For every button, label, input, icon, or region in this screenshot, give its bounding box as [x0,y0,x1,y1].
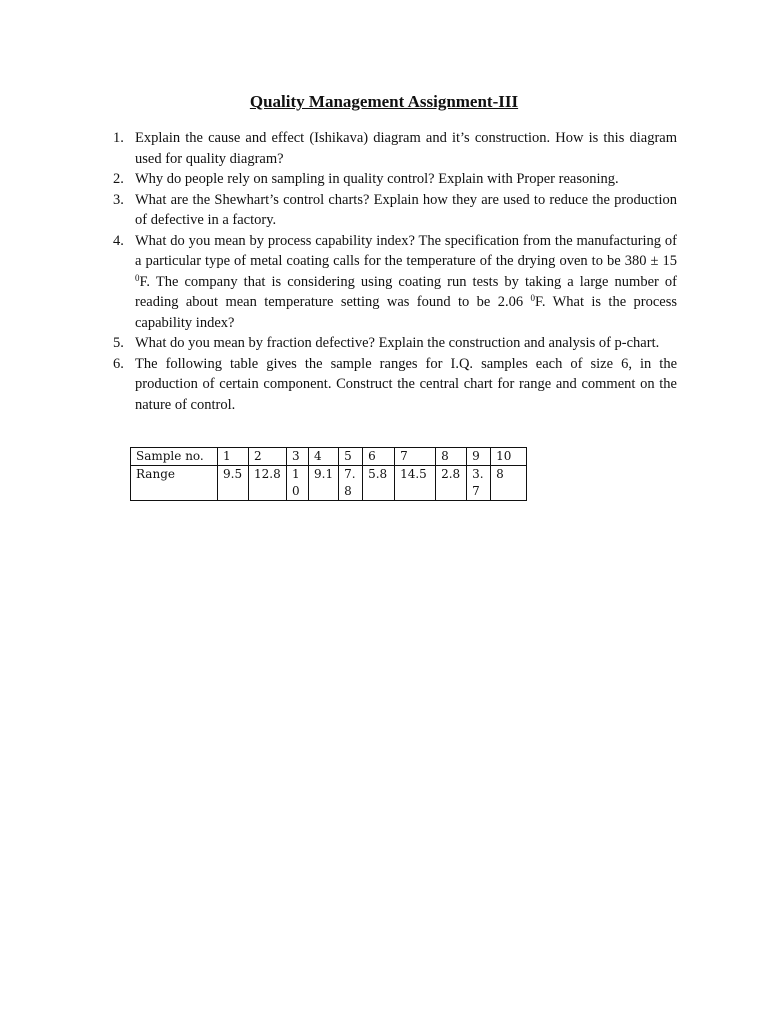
range-value-cell: 2.8 [436,466,467,501]
question-number: 1. [113,130,124,146]
question-text-part-b: F. The company that is considering using coating run tests by taking a large number of reading about mean temperature setting was found to be 2.06 [135,273,677,310]
sample-number-cell: 2 [249,448,287,466]
question-number: 2. [113,171,124,187]
table-header-row [131,448,527,466]
range-value-cell: 10 [287,466,309,501]
range-value-cell: 12.8 [249,466,287,501]
sample-number-cell: 3 [287,448,309,466]
question-list [110,128,677,415]
table-row-label: Range [131,466,218,501]
sample-number-cell: 1 [218,448,249,466]
question-2 [110,169,677,190]
range-value-cell: 3.7 [467,466,491,501]
range-value-cell: 14.5 [395,466,436,501]
question-3 [110,190,677,231]
degree-superscript: 0 [530,293,535,303]
question-text: The following table gives the sample ranges for I.Q. samples each of size 6, in the production of certain component. Construct the central chart for range and comment on the nature of control. [135,355,677,413]
range-value-cell: 9.1 [309,466,339,501]
sample-number-cell: 9 [467,448,491,466]
range-value-cell: 9.5 [218,466,249,501]
range-value-cell: 7.8 [339,466,363,501]
sample-number-cell: 6 [363,448,395,466]
sample-number-cell: 10 [491,448,527,466]
sample-range-table [130,447,527,501]
question-4 [110,231,677,334]
question-text: Why do people rely on sampling in quality control? Explain with Proper reasoning. [135,171,619,187]
question-number: 6. [113,355,124,372]
sample-number-cell: 5 [339,448,363,466]
question-text: Explain the cause and effect (Ishikava) diagram and it’s construction. How is this diagram used for quality diagram? [135,130,677,167]
question-text-part-a: What do you mean by process capability index? The specification from the manufacturing of a particular type of metal coating calls for the temperature of the drying oven to be 380 ± 15 [135,232,677,269]
question-text-part-c: F. What is the process capability index? [135,294,677,331]
question-number: 4. [113,232,124,249]
table-header-label: Sample no. [131,448,218,466]
question-1 [110,128,677,169]
question-5 [110,333,677,354]
range-value-cell: 8 [491,466,527,501]
sample-number-cell: 4 [309,448,339,466]
range-value-cell: 5.8 [363,466,395,501]
question-text: What do you mean by fraction defective? Explain the construction and analysis of p-chart. [135,335,660,351]
degree-superscript: 0 [135,272,140,283]
document-title: Quality Management Assignment-III [249,92,519,111]
question-6 [110,354,677,416]
question-number: 3. [113,191,124,208]
sample-number-cell: 8 [436,448,467,466]
question-number: 5. [113,335,124,351]
sample-number-cell: 7 [395,448,436,466]
question-text: What are the Shewhart’s control charts? Explain how they are used to reduce the production of defective in a factory. [135,191,677,228]
table-range-row [131,466,527,501]
